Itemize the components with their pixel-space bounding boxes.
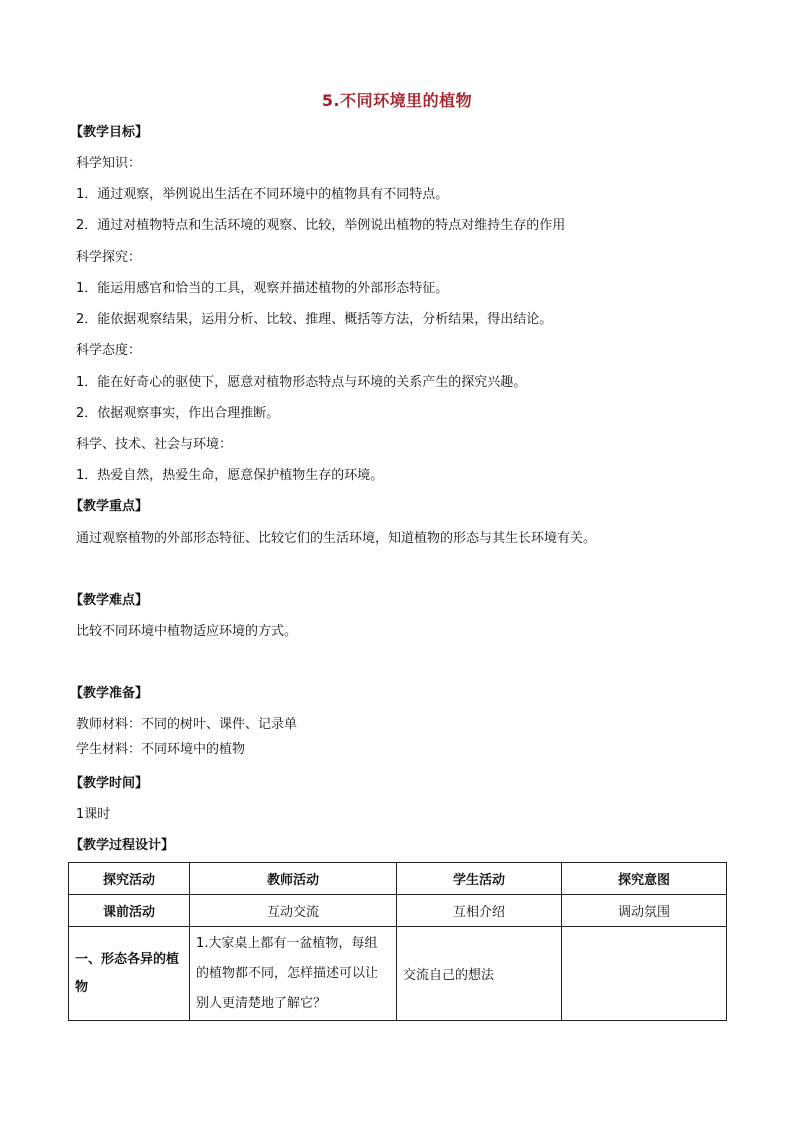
table-row (69, 927, 727, 1021)
header-cell: 探究意图 (562, 863, 727, 895)
activity-cell: 一、形态各异的植物 (69, 927, 190, 1021)
student-cell: 交流自己的想法 (397, 927, 562, 1021)
objectives-heading: 【教学目标】 (70, 125, 149, 140)
attitude-item: 2．依据观察事实，作出合理推断。 (76, 406, 280, 421)
student-materials: 学生材料：不同环境中的植物 (76, 742, 246, 757)
key-points-text: 通过观察植物的外部形态特征、比较它们的生活环境，知道植物的形态与其生长环境有关。 (76, 531, 597, 546)
time-heading: 【教学时间】 (70, 776, 149, 791)
intent-cell: 调动氛围 (562, 895, 727, 927)
process-heading: 【教学过程设计】 (70, 838, 175, 853)
sts-item: 1．热爱自然，热爱生命，愿意保护植物生存的环境。 (76, 468, 384, 483)
table-row (69, 895, 727, 927)
attitude-item: 1．能在好奇心的驱使下，愿意对植物形态特点与环境的关系产生的探究兴趣。 (76, 375, 527, 390)
teacher-cell: 互动交流 (190, 895, 397, 927)
table-header-row (69, 863, 727, 895)
difficulties-heading: 【教学难点】 (70, 593, 149, 608)
knowledge-item: 2．通过对植物特点和生活环境的观察、比较，举例说出植物的特点对维持生存的作用 (76, 218, 566, 233)
knowledge-label: 科学知识： (76, 156, 142, 171)
attitude-label: 科学态度： (76, 343, 142, 358)
header-cell: 学生活动 (397, 863, 562, 895)
document-title: 5.不同环境里的植物 (321, 91, 473, 110)
teacher-cell: 1.大家桌上都有一盆植物，每组的植物都不同，怎样描述可以让别人更清楚地了解它？ (190, 927, 397, 1021)
header-cell: 教师活动 (190, 863, 397, 895)
inquiry-item: 1．能运用感官和恰当的工具，观察并描述植物的外部形态特征。 (76, 281, 449, 296)
sts-label: 科学、技术、社会与环境： (76, 437, 233, 452)
key-points-heading: 【教学重点】 (70, 499, 149, 514)
time-text: 1课时 (76, 807, 111, 822)
inquiry-item: 2．能依据观察结果，运用分析、比较、推理、概括等方法，分析结果，得出结论。 (76, 312, 553, 327)
intent-cell (562, 927, 727, 1021)
process-table (68, 862, 727, 1021)
activity-cell: 课前活动 (69, 895, 190, 927)
preparation-heading: 【教学准备】 (70, 686, 149, 701)
difficulties-text: 比较不同环境中植物适应环境的方式。 (76, 624, 298, 639)
inquiry-label: 科学探究： (76, 250, 142, 265)
student-cell: 互相介绍 (397, 895, 562, 927)
teacher-materials: 教师材料：不同的树叶、课件、记录单 (76, 717, 298, 732)
header-cell: 探究活动 (69, 863, 190, 895)
knowledge-item: 1．通过观察，举例说出生活在不同环境中的植物具有不同特点。 (76, 187, 449, 202)
